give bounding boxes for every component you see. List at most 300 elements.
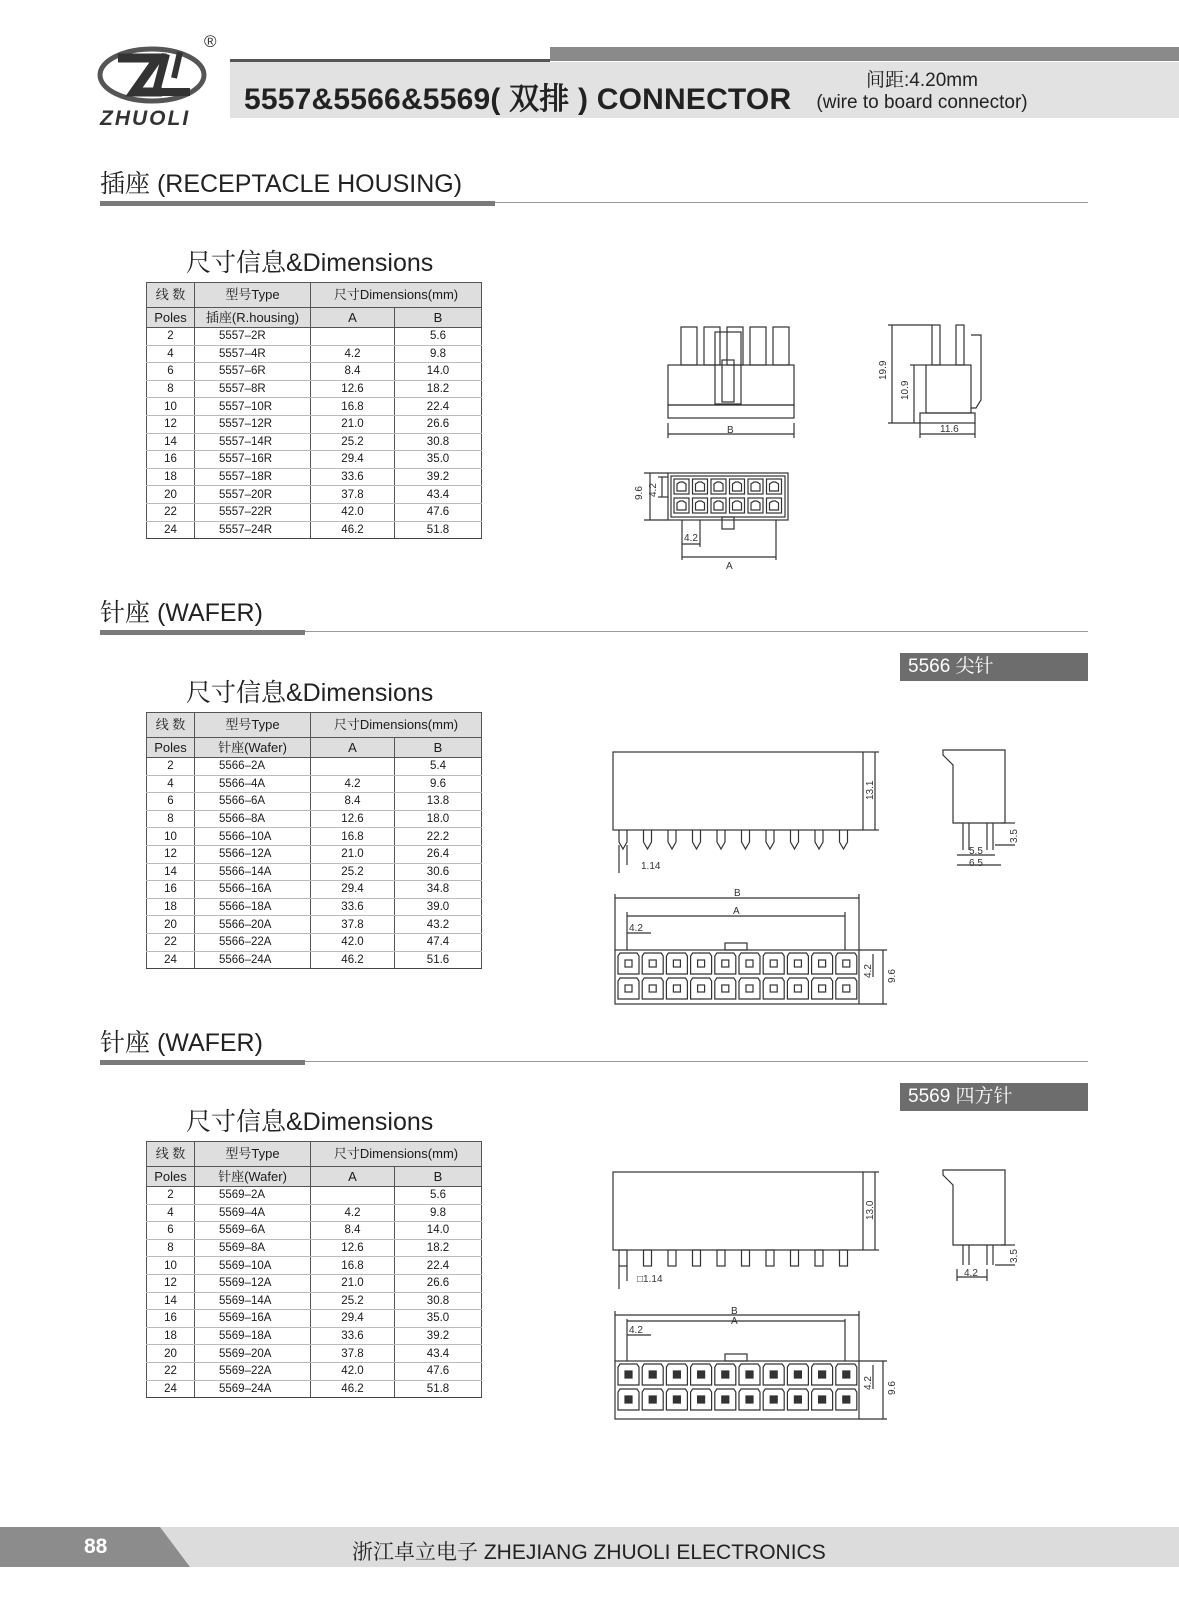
poles-cell: 20 [147, 486, 195, 504]
dimensions-title: 尺寸信息&Dimensions [186, 249, 434, 277]
dim-b-cell: 47.4 [395, 933, 482, 951]
table-row [147, 1380, 482, 1398]
pin [644, 1250, 652, 1266]
label-depth: 9.6 [887, 969, 898, 983]
tag-5569: 5569 四方针 [900, 1083, 1088, 1111]
table-row [147, 468, 482, 486]
cavity-contact [770, 482, 779, 491]
cell-pin [649, 960, 656, 967]
section-title-receptacle: 插座 (RECEPTACLE HOUSING) [100, 170, 463, 198]
poles-cell: 10 [147, 398, 195, 416]
poles-cell: 24 [147, 521, 195, 539]
pitch-info [812, 70, 1032, 114]
cavity-outline [711, 498, 726, 513]
label-depth-9-6: 9.6 [634, 486, 645, 500]
label-spacing-6-5: 6.5 [969, 858, 983, 869]
label-pitch: 4.2 [684, 533, 698, 544]
cell-pin [722, 985, 729, 992]
label-height-10-9: 10.9 [900, 380, 911, 400]
label-pin-size: □1.14 [637, 1274, 663, 1285]
table-row [147, 898, 482, 916]
poles-cell: 14 [147, 863, 195, 881]
col-b-header: B [395, 308, 482, 328]
cell-outline [739, 978, 760, 999]
dim-b-cell: 18.0 [395, 810, 482, 828]
pin [717, 830, 725, 849]
receptacle-side-view [880, 320, 1010, 450]
dim-a-cell: 21.0 [311, 845, 395, 863]
poles-cell: 10 [147, 828, 195, 846]
cell-pin [746, 1371, 753, 1378]
pin [693, 1250, 701, 1266]
label-row-pitch: 4.2 [863, 964, 874, 978]
cell-pin [794, 960, 801, 967]
section-bar [100, 630, 305, 635]
type-cell: 5569–18A [195, 1327, 311, 1345]
dim-b-cell: 51.6 [395, 951, 482, 969]
cell-pin [625, 1396, 632, 1403]
page-number: 88 [84, 1535, 108, 1558]
cavity-outline [730, 479, 745, 494]
dim-a-cell: 46.2 [311, 1380, 395, 1398]
col-b-header: B [395, 1167, 482, 1187]
pin [742, 830, 750, 849]
pin [815, 1250, 823, 1266]
cell-outline [642, 978, 663, 999]
table-row [147, 951, 482, 969]
dim-b-cell: 47.6 [395, 1362, 482, 1380]
type-cell: 5566–12A [195, 845, 311, 863]
label-b: B [731, 1306, 738, 1317]
cell-outline [691, 978, 712, 999]
type-cell: 5566–16A [195, 881, 311, 899]
cavity-outline [748, 479, 763, 494]
type-cell: 5566–14A [195, 863, 311, 881]
type-cell: 5557–24R [195, 521, 311, 539]
poles-header-cn: 线 数 [147, 713, 195, 738]
table-row [147, 810, 482, 828]
label-depth: 9.6 [887, 1381, 898, 1395]
dim-b-cell: 30.8 [395, 433, 482, 451]
dim-b-cell: 5.6 [395, 328, 482, 346]
col-a-header: A [311, 738, 395, 758]
poles-cell: 12 [147, 415, 195, 433]
type-subheader: 针座(Wafer) [195, 1167, 311, 1187]
poles-cell: 22 [147, 1362, 195, 1380]
table-row [147, 415, 482, 433]
type-cell: 5566–4A [195, 775, 311, 793]
label-pin-length: 3.5 [1009, 829, 1020, 843]
poles-cell: 4 [147, 345, 195, 363]
label-pitch: 4.2 [629, 1325, 643, 1336]
pin [668, 1250, 676, 1266]
dim-a-cell: 12.6 [311, 380, 395, 398]
poles-cell: 6 [147, 1222, 195, 1240]
table-row [147, 775, 482, 793]
receptacle-bottom-view [634, 465, 820, 575]
col-b-header: B [395, 738, 482, 758]
dim-a-cell: 25.2 [311, 433, 395, 451]
cell-outline [642, 953, 663, 974]
dim-a-cell: 33.6 [311, 468, 395, 486]
type-cell: 5566–6A [195, 793, 311, 811]
type-cell: 5566–22A [195, 933, 311, 951]
dim-a-cell: 16.8 [311, 398, 395, 416]
cavity-outline [730, 498, 745, 513]
dim-a-cell: 42.0 [311, 1362, 395, 1380]
cell-pin [819, 1396, 826, 1403]
dim-a-cell: 16.8 [311, 828, 395, 846]
cell-pin [673, 1396, 680, 1403]
dim-b-cell: 5.6 [395, 1187, 482, 1205]
dim-b-cell: 43.2 [395, 916, 482, 934]
dim-b-cell: 26.4 [395, 845, 482, 863]
cell-pin [673, 1371, 680, 1378]
dim-a-cell: 33.6 [311, 898, 395, 916]
type-cell: 5569–22A [195, 1362, 311, 1380]
dim-b-cell: 39.0 [395, 898, 482, 916]
pin [815, 830, 823, 849]
cavity-outline [693, 479, 708, 494]
poles-cell: 22 [147, 503, 195, 521]
section-title-wafer-5569: 针座 (WAFER) [100, 1029, 263, 1057]
cell-outline [836, 953, 857, 974]
registered-mark: ® [204, 32, 217, 51]
cell-pin [746, 985, 753, 992]
poles-header-en: Poles [147, 738, 195, 758]
type-cell: 5569–14A [195, 1292, 311, 1310]
header-top-bar [550, 47, 1179, 61]
dim-a-cell: 25.2 [311, 1292, 395, 1310]
cell-outline [739, 953, 760, 974]
cell-pin [698, 1371, 705, 1378]
poles-cell: 18 [147, 468, 195, 486]
label-height-19-9: 19.9 [878, 360, 889, 380]
dims-header: 尺寸Dimensions(mm) [311, 283, 482, 308]
pin [644, 830, 652, 849]
dim-a-cell: 25.2 [311, 863, 395, 881]
table-row [147, 328, 482, 346]
poles-cell: 14 [147, 1292, 195, 1310]
poles-cell: 14 [147, 433, 195, 451]
table-row [147, 1187, 482, 1205]
table-row [147, 433, 482, 451]
poles-cell: 18 [147, 1327, 195, 1345]
cell-outline [715, 953, 736, 974]
type-cell: 5557–16R [195, 451, 311, 469]
dim-a-cell: 16.8 [311, 1257, 395, 1275]
col-a-header: A [311, 1167, 395, 1187]
dim-b-cell: 13.8 [395, 793, 482, 811]
dim-a-cell: 12.6 [311, 1239, 395, 1257]
cell-pin [673, 985, 680, 992]
label-width-11-6: 11.6 [940, 424, 959, 435]
cell-pin [698, 985, 705, 992]
pin [840, 1250, 848, 1266]
dim-a-cell [311, 758, 395, 776]
cell-outline [787, 978, 808, 999]
cell-outline [812, 953, 833, 974]
cavity-contact [733, 482, 742, 491]
poles-cell: 6 [147, 363, 195, 381]
label-a: A [726, 561, 733, 572]
dim-a-cell: 37.8 [311, 1345, 395, 1363]
wafer-5566-front-view [605, 745, 895, 875]
dim-b-cell: 9.8 [395, 345, 482, 363]
type-header: 型号Type [195, 283, 311, 308]
dim-b-cell: 35.0 [395, 451, 482, 469]
dim-b-cell: 30.8 [395, 1292, 482, 1310]
cell-outline [763, 978, 784, 999]
dim-a-cell: 37.8 [311, 916, 395, 934]
cavity-contact [751, 482, 760, 491]
pin [717, 1250, 725, 1266]
col-a-header: A [311, 308, 395, 328]
table-row [147, 380, 482, 398]
dimensions-title: 尺寸信息&Dimensions [186, 1108, 434, 1136]
cell-pin [673, 960, 680, 967]
pitch-value: 间距:4.20mm [866, 70, 978, 91]
dimensions-title: 尺寸信息&Dimensions [186, 679, 434, 707]
cavity-contact [751, 501, 760, 510]
label-pin-size: 1.14 [641, 861, 661, 872]
dim-b-cell: 26.6 [395, 1274, 482, 1292]
type-subheader: 插座(R.housing) [195, 308, 311, 328]
cell-pin [770, 985, 777, 992]
cell-outline [618, 953, 639, 974]
cavity-outline [767, 479, 782, 494]
dim-a-cell: 29.4 [311, 451, 395, 469]
poles-cell: 20 [147, 1345, 195, 1363]
label-depth-4-2: 4.2 [648, 483, 659, 497]
cell-pin [819, 1371, 826, 1378]
type-cell: 5557–10R [195, 398, 311, 416]
dim-a-cell: 4.2 [311, 1204, 395, 1222]
type-cell: 5569–6A [195, 1222, 311, 1240]
poles-cell: 12 [147, 845, 195, 863]
cell-pin [746, 1396, 753, 1403]
brand-logo [96, 40, 208, 110]
cavity-outline [693, 498, 708, 513]
section-title-wafer-5566: 针座 (WAFER) [100, 599, 263, 627]
table-row [147, 398, 482, 416]
dim-b-cell: 9.8 [395, 1204, 482, 1222]
poles-cell: 16 [147, 1310, 195, 1328]
type-cell: 5569–20A [195, 1345, 311, 1363]
poles-cell: 8 [147, 810, 195, 828]
cell-pin [698, 1396, 705, 1403]
cell-outline [812, 978, 833, 999]
brand-name: ZHUOLI [100, 107, 191, 130]
wafer-5569-bottom-view [605, 1305, 900, 1430]
table-row [147, 933, 482, 951]
cavity-outline [748, 498, 763, 513]
type-subheader: 针座(Wafer) [195, 738, 311, 758]
pin [619, 1250, 627, 1266]
dim-b-cell: 14.0 [395, 1222, 482, 1240]
poles-cell: 10 [147, 1257, 195, 1275]
poles-cell: 6 [147, 793, 195, 811]
table-row [147, 1222, 482, 1240]
poles-cell: 16 [147, 451, 195, 469]
dim-a-cell: 46.2 [311, 521, 395, 539]
cavity-contact [770, 501, 779, 510]
dim-a-cell: 8.4 [311, 363, 395, 381]
wafer-5566-side-view [935, 745, 1035, 885]
pin [791, 830, 799, 849]
dim-a-cell: 42.0 [311, 933, 395, 951]
table-row [147, 345, 482, 363]
dim-b-cell: 47.6 [395, 503, 482, 521]
dim-b-cell: 22.4 [395, 1257, 482, 1275]
dim-b-cell: 22.4 [395, 398, 482, 416]
dim-a-cell: 21.0 [311, 1274, 395, 1292]
table-row [147, 1327, 482, 1345]
receptacle-front-view [660, 320, 810, 450]
poles-cell: 22 [147, 933, 195, 951]
type-cell: 5569–24A [195, 1380, 311, 1398]
table-row [147, 828, 482, 846]
dim-b-cell: 35.0 [395, 1310, 482, 1328]
table-row [147, 1292, 482, 1310]
dim-b-cell: 51.8 [395, 1380, 482, 1398]
type-header: 型号Type [195, 713, 311, 738]
cell-pin [649, 1396, 656, 1403]
cell-pin [649, 985, 656, 992]
cell-pin [698, 960, 705, 967]
label-pin-spacing: 4.2 [964, 1268, 978, 1279]
dim-b-cell: 30.6 [395, 863, 482, 881]
cell-pin [843, 985, 850, 992]
poles-cell: 18 [147, 898, 195, 916]
table-row [147, 1362, 482, 1380]
table-row [147, 881, 482, 899]
type-cell: 5566–20A [195, 916, 311, 934]
table-row [147, 451, 482, 469]
wafer-5569-side-view [935, 1165, 1035, 1290]
pin [742, 1250, 750, 1266]
cell-outline [618, 978, 639, 999]
type-cell: 5557–14R [195, 433, 311, 451]
table-row [147, 1204, 482, 1222]
dim-b-cell: 5.4 [395, 758, 482, 776]
tag-5566: 5566 尖针 [900, 653, 1088, 681]
cell-pin [722, 1371, 729, 1378]
poles-header-en: Poles [147, 1167, 195, 1187]
poles-cell: 2 [147, 328, 195, 346]
type-cell: 5566–2A [195, 758, 311, 776]
cell-pin [843, 960, 850, 967]
section-bar [100, 201, 495, 206]
cell-outline [691, 953, 712, 974]
type-cell: 5557–12R [195, 415, 311, 433]
table-row [147, 1239, 482, 1257]
wafer-5569-front-view [605, 1165, 895, 1290]
wafer-5566-bottom-view [605, 888, 900, 1013]
label-b: B [727, 425, 734, 436]
dim-b-cell: 51.8 [395, 521, 482, 539]
cell-pin [843, 1371, 850, 1378]
dim-a-cell: 37.8 [311, 486, 395, 504]
cell-outline [763, 953, 784, 974]
cavity-contact [696, 501, 705, 510]
poles-cell: 24 [147, 1380, 195, 1398]
cell-pin [770, 960, 777, 967]
dim-a-cell: 29.4 [311, 881, 395, 899]
poles-header-en: Poles [147, 308, 195, 328]
label-pitch: 4.2 [629, 923, 643, 934]
dim-a-cell: 8.4 [311, 793, 395, 811]
type-cell: 5557–2R [195, 328, 311, 346]
poles-cell: 4 [147, 1204, 195, 1222]
pin [693, 830, 701, 849]
dim-b-cell: 14.0 [395, 363, 482, 381]
poles-cell: 12 [147, 1274, 195, 1292]
cell-pin [625, 960, 632, 967]
dimensions-table-5557 [146, 282, 482, 539]
dim-a-cell [311, 1187, 395, 1205]
cavity-outline [711, 479, 726, 494]
type-cell: 5569–16A [195, 1310, 311, 1328]
dim-b-cell: 22.2 [395, 828, 482, 846]
label-row-pitch: 4.2 [863, 1376, 874, 1390]
dim-b-cell: 43.4 [395, 486, 482, 504]
type-cell: 5566–10A [195, 828, 311, 846]
pin [840, 830, 848, 849]
label-a: A [731, 1316, 738, 1327]
table-row [147, 1345, 482, 1363]
table-row [147, 503, 482, 521]
cell-outline [836, 978, 857, 999]
cell-pin [625, 985, 632, 992]
cell-pin [770, 1371, 777, 1378]
dim-a-cell: 29.4 [311, 1310, 395, 1328]
pin [766, 1250, 774, 1266]
cell-outline [787, 953, 808, 974]
dim-b-cell: 26.6 [395, 415, 482, 433]
dim-a-cell: 46.2 [311, 951, 395, 969]
poles-header-cn: 线 数 [147, 1142, 195, 1167]
pin [668, 830, 676, 849]
cavity-outline [674, 498, 689, 513]
cavity-outline [674, 479, 689, 494]
footer-company: 浙江卓立电子 ZHEJIANG ZHUOLI ELECTRONICS [352, 1541, 826, 1564]
table-row [147, 486, 482, 504]
type-cell: 5557–6R [195, 363, 311, 381]
cell-pin [843, 1396, 850, 1403]
dim-a-cell [311, 328, 395, 346]
table-row [147, 1257, 482, 1275]
type-cell: 5557–18R [195, 468, 311, 486]
type-cell: 5569–4A [195, 1204, 311, 1222]
cavity-contact [714, 482, 723, 491]
dim-a-cell: 12.6 [311, 810, 395, 828]
cell-pin [722, 1396, 729, 1403]
cavity-contact [677, 482, 686, 491]
type-cell: 5569–10A [195, 1257, 311, 1275]
dim-a-cell: 4.2 [311, 775, 395, 793]
label-height: 13.0 [865, 1200, 876, 1220]
table-row [147, 916, 482, 934]
dim-a-cell: 8.4 [311, 1222, 395, 1240]
type-cell: 5557–20R [195, 486, 311, 504]
type-cell: 5566–8A [195, 810, 311, 828]
poles-cell: 4 [147, 775, 195, 793]
dim-a-cell: 33.6 [311, 1327, 395, 1345]
dims-header: 尺寸Dimensions(mm) [311, 1142, 482, 1167]
dim-b-cell: 34.8 [395, 881, 482, 899]
poles-cell: 2 [147, 758, 195, 776]
